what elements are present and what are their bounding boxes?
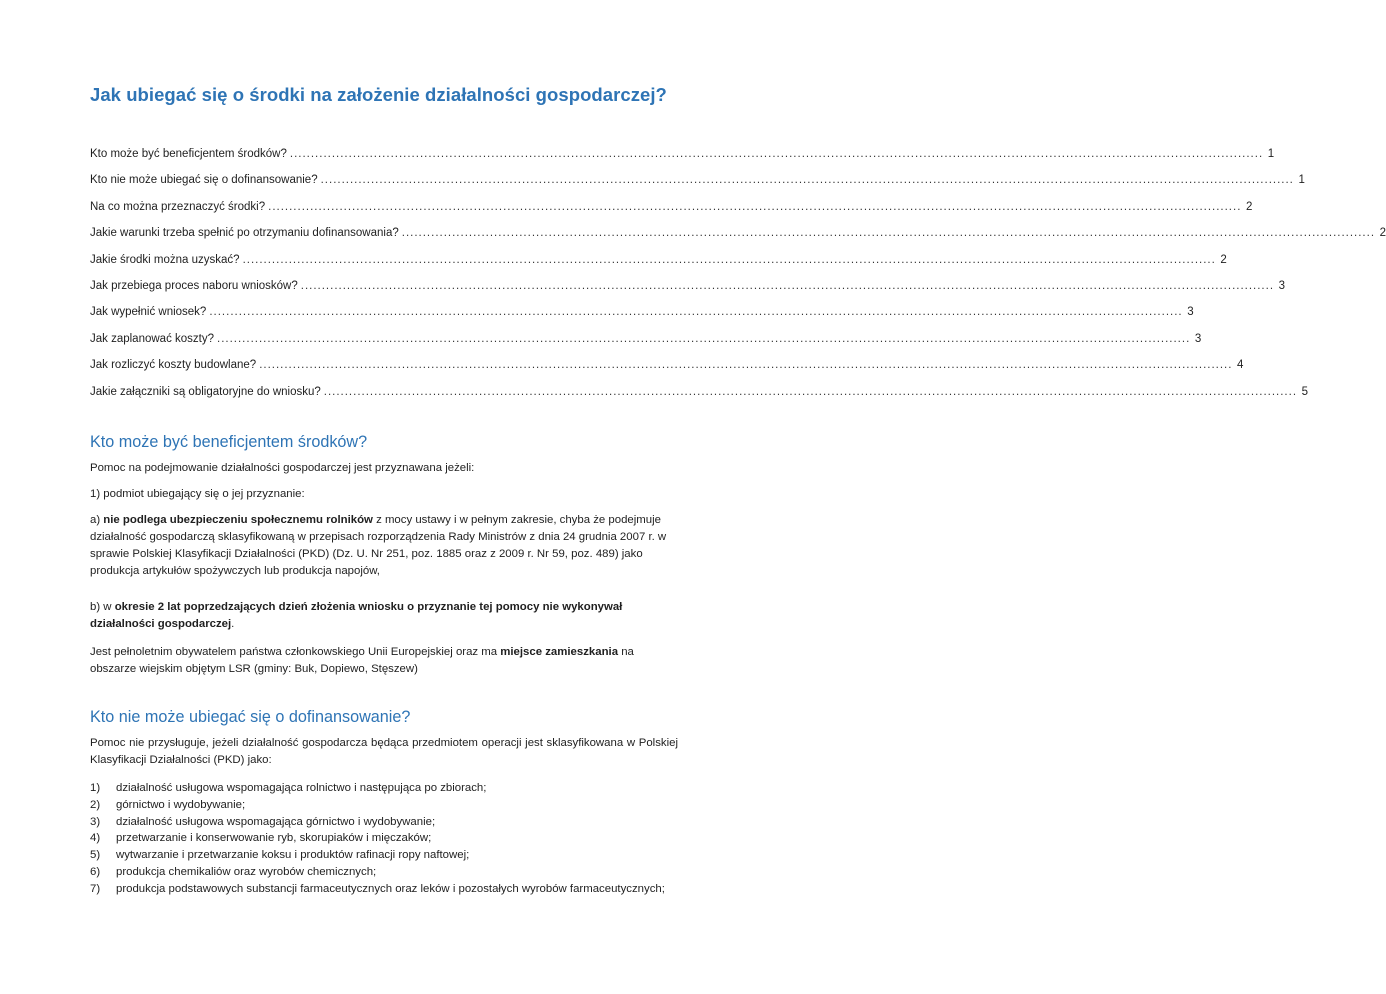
toc-leader: ........................................................................................................................................................................................................................................ bbox=[242, 253, 1216, 266]
toc-leader: ........................................................................................................................................................................................................................................ bbox=[268, 200, 1242, 213]
toc-entry[interactable] bbox=[90, 174, 1305, 200]
condition-b-prefix: b) w bbox=[90, 601, 115, 613]
toc-leader: ........................................................................................................................................................................................................................................ bbox=[323, 385, 1298, 398]
condition-b-bold: okresie 2 lat poprzedzających dzień złożenia wniosku o przyznanie tej pomocy nie wykonywał działalności gospodarczej bbox=[90, 601, 623, 630]
condition-c-text: Jest pełnoletnim obywatelem państwa członkowskiego Unii Europejskiej oraz ma bbox=[90, 646, 501, 658]
list-item bbox=[90, 797, 678, 814]
toc-entry-page: 2 bbox=[1379, 227, 1386, 240]
toc-entry[interactable] bbox=[90, 279, 1286, 306]
condition-a-prefix: a) bbox=[90, 514, 104, 526]
toc-leader: ........................................................................................................................................................................................................................................ bbox=[209, 306, 1183, 319]
toc-entry-page: 2 bbox=[1220, 253, 1227, 266]
list-item bbox=[90, 864, 678, 881]
list-item bbox=[90, 830, 678, 847]
list-item-number: 3) bbox=[90, 815, 101, 828]
toc-entry-text: Jakie środki można uzyskać? bbox=[90, 253, 240, 266]
toc-entry-page: 2 bbox=[1246, 200, 1253, 213]
toc-entry-text: Na co można przeznaczyć środki? bbox=[90, 200, 266, 213]
toc-entry-text: Jak wypełnić wniosek? bbox=[90, 306, 207, 319]
list-item bbox=[90, 847, 678, 864]
toc-entry[interactable] bbox=[90, 385, 1309, 412]
toc-leader: ........................................................................................................................................................................................................................................ bbox=[401, 227, 1376, 240]
document-title: Jak ubiegać się o środki na założenie działalności gospodarczej? bbox=[90, 84, 667, 105]
toc-entry[interactable] bbox=[90, 227, 1386, 253]
toc-entry-text: Kto nie może ubiegać się o dofinansowanie? bbox=[90, 174, 318, 187]
excluded-activities-list bbox=[90, 780, 678, 898]
toc-entry-page: 1 bbox=[1298, 174, 1305, 187]
list-item-text: górnictwo i wydobywanie; bbox=[116, 798, 246, 811]
toc-entry-page: 5 bbox=[1301, 385, 1309, 398]
list-item bbox=[90, 780, 678, 797]
list-item-number: 6) bbox=[90, 865, 101, 878]
list-item-text: produkcja chemikaliów oraz wyrobów chemicznych; bbox=[116, 865, 377, 878]
section1-condition-a bbox=[90, 512, 678, 580]
toc-entry[interactable] bbox=[90, 359, 1244, 385]
section-heading-beneficiary: Kto może być beneficjentem środków? bbox=[90, 433, 368, 451]
condition-a-text: z mocy ustawy i w pełnym zakresie, chyba że podejmuje działalność gospodarczą sklasyfikowaną w przepisach rozporządzenia Rady Ministrów z dnia 24 grudnia 2007 r. w sprawie Polskiej Klasyfikacji Działalności (PKD) (Dz. U. Nr 251, poz. 1885 oraz z 2009 r. Nr 59, poz. 489) jako produkcja artykułów spożywczych lub produkcja napojów, bbox=[90, 514, 667, 577]
list-item-number: 2) bbox=[90, 798, 101, 811]
list-item-text: działalność usługowa wspomagająca górnictwo i wydobywanie; bbox=[116, 815, 436, 828]
toc-entry[interactable] bbox=[90, 200, 1253, 227]
toc-entry-text: Jakie warunki trzeba spełnić po otrzymaniu dofinansowania? bbox=[90, 227, 399, 240]
toc-leader: ........................................................................................................................................................................................................................................ bbox=[300, 279, 1275, 292]
section1-intro: Pomoc na podejmowanie działalności gospodarczej jest przyznawana jeżeli: bbox=[90, 462, 475, 474]
condition-c-bold: miejsce zamieszkania bbox=[500, 646, 619, 658]
toc-entry[interactable] bbox=[90, 253, 1227, 280]
toc-entry-text: Jak rozliczyć koszty budowlane? bbox=[90, 359, 257, 372]
toc-entry-page: 3 bbox=[1278, 279, 1286, 292]
list-item-text: działalność usługowa wspomagająca rolnictwo i następująca po zbiorach; bbox=[116, 782, 487, 794]
list-item-number: 1) bbox=[90, 782, 101, 794]
toc-entry-text: Jak przebiega proces naboru wniosków? bbox=[90, 279, 298, 292]
section1-condition-c bbox=[90, 644, 678, 678]
toc-entry-text: Kto może być beneficjentem środków? bbox=[90, 148, 287, 160]
toc-entry[interactable] bbox=[90, 148, 1275, 174]
toc-entry[interactable] bbox=[90, 332, 1202, 359]
list-item bbox=[90, 881, 678, 898]
list-item-number: 4) bbox=[90, 832, 101, 845]
toc-leader: ........................................................................................................................................................................................................................................ bbox=[289, 148, 1264, 160]
list-item-number: 7) bbox=[90, 882, 101, 895]
list-item-number: 5) bbox=[90, 849, 101, 862]
section-heading-not-eligible: Kto nie może ubiegać się o dofinansowanie? bbox=[90, 708, 411, 726]
toc-leader: ........................................................................................................................................................................................................................................ bbox=[217, 332, 1191, 345]
list-item-text: przetwarzanie i konserwowanie ryb, skorupiaków i mięczaków; bbox=[116, 832, 432, 845]
section2-intro: Pomoc nie przysługuje, jeżeli działalność gospodarcza będąca przedmiotem operacji jest sklasyfikowana w Polskiej Klasyfikacji Działalności (PKD) jako: bbox=[90, 737, 678, 766]
toc-entry-text: Jak zaplanować koszty? bbox=[90, 332, 215, 345]
table-of-contents bbox=[90, 148, 1386, 412]
list-item bbox=[90, 814, 678, 831]
section1-condition-b bbox=[90, 599, 678, 633]
toc-leader: ........................................................................................................................................................................................................................................ bbox=[259, 359, 1233, 372]
toc-entry-text: Jakie załączniki są obligatoryjne do wniosku? bbox=[90, 385, 321, 398]
condition-a-bold: nie podlega ubezpieczeniu społecznemu rolników bbox=[103, 514, 373, 526]
list-item-text: wytwarzanie i przetwarzanie koksu i produktów rafinacji ropy naftowej; bbox=[116, 849, 470, 862]
list-item-text: produkcja podstawowych substancji farmaceutycznych oraz leków i pozostałych wyrobów farmaceutycznych; bbox=[116, 882, 665, 895]
toc-entry-page: 3 bbox=[1194, 332, 1202, 345]
toc-entry[interactable] bbox=[90, 306, 1194, 332]
condition-c-rest: na obszarze wiejskim objętym LSR (gminy: Buk, Dopiewo, Stęszew) bbox=[90, 646, 634, 675]
condition-b-end: . bbox=[231, 618, 235, 630]
section1-point1: 1) podmiot ubiegający się o jej przyznanie: bbox=[90, 488, 305, 500]
toc-entry-page: 3 bbox=[1187, 306, 1194, 319]
toc-entry-page: 4 bbox=[1237, 359, 1244, 372]
toc-leader: ........................................................................................................................................................................................................................................ bbox=[320, 174, 1294, 187]
toc-entry-page: 1 bbox=[1267, 148, 1275, 160]
